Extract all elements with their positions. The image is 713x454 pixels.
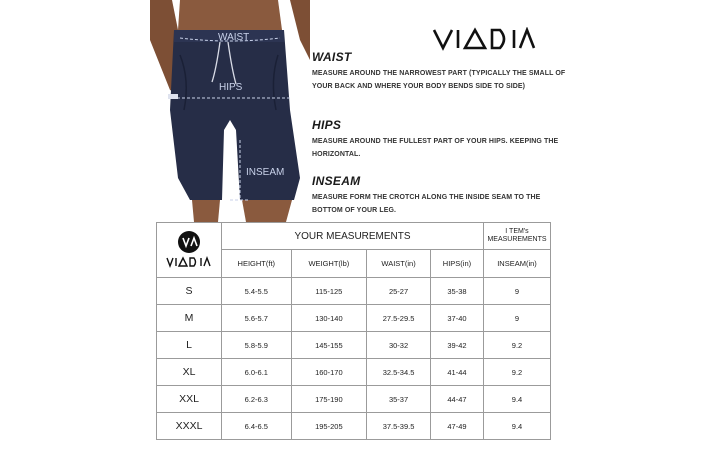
inseam-cell: 9.4 [484,386,551,413]
col-header-inseam: INSEAM(in) [484,250,551,278]
weight-cell: 175-190 [291,386,367,413]
size-cell: L [157,332,222,359]
hips-cell: 47-49 [430,413,483,440]
waist-text: MEASURE AROUND THE NARROWEST PART (TYPICALLY THE SMALL OF YOUR BACK AND WHERE YOUR BODY BENDS SIDE TO SIDE) [312,70,566,90]
hips-cell: 41-44 [430,359,483,386]
table-row [157,359,551,386]
height-cell: 5.4-5.5 [222,278,292,305]
waist-heading: WAIST [312,50,352,64]
table-row [157,278,551,305]
table-row [157,386,551,413]
waist-cell: 25-27 [367,278,431,305]
inseam-cell: 9.2 [484,359,551,386]
weight-cell: 195-205 [291,413,367,440]
inseam-heading: INSEAM [312,174,361,188]
size-cell: XXL [157,386,222,413]
size-cell: XXXL [157,413,222,440]
inseam-cell: 9 [484,278,551,305]
inseam-text: MEASURE FORM THE CROTCH ALONG THE INSIDE SEAM TO THE BOTTOM OF YOUR LEG. [312,194,541,214]
item-measurements-header: I TEM's MEASUREMENTS [484,223,551,250]
weight-cell: 160-170 [291,359,367,386]
waist-info [312,50,572,93]
inseam-cell: 9.4 [484,413,551,440]
size-cell: XL [157,359,222,386]
hips-info [312,118,572,161]
weight-cell: 145-155 [291,332,367,359]
viodia-wordmark-icon [432,27,536,51]
your-measurements-header: YOUR MEASUREMENTS [222,223,484,250]
col-header-waist: WAIST(in) [367,250,431,278]
weight-cell: 130-140 [291,305,367,332]
hips-heading: HIPS [312,118,342,132]
height-cell: 6.0-6.1 [222,359,292,386]
col-header-hips: HIPS(in) [430,250,483,278]
hips-cell: 37-40 [430,305,483,332]
hips-cell: 44-47 [430,386,483,413]
table-row [157,332,551,359]
height-cell: 5.8-5.9 [222,332,292,359]
table-logo-cell [157,223,222,278]
waist-cell: 30-32 [367,332,431,359]
size-cell: S [157,278,222,305]
hips-cell: 35-38 [430,278,483,305]
waist-photo-label: WAIST [218,32,250,43]
height-cell: 6.4-6.5 [222,413,292,440]
weight-cell: 115-125 [291,278,367,305]
table-row [157,413,551,440]
waist-cell: 32.5-34.5 [367,359,431,386]
height-cell: 6.2-6.3 [222,386,292,413]
col-header-weight: WEIGHT(lb) [291,250,367,278]
inseam-cell: 9 [484,305,551,332]
brand-logo [432,27,536,51]
height-cell: 5.6-5.7 [222,305,292,332]
waist-cell: 27.5-29.5 [367,305,431,332]
size-chart-table [156,222,551,440]
inseam-photo-label: INSEAM [246,167,285,178]
inseam-cell: 9.2 [484,332,551,359]
hips-text: MEASURE AROUND THE FULLEST PART OF YOUR HIPS. KEEPING THE HORIZONTAL. [312,138,559,158]
table-row [157,305,551,332]
viodia-logo-icon [161,229,217,269]
waist-cell: 37.5-39.5 [367,413,431,440]
waist-cell: 35-37 [367,386,431,413]
inseam-info [312,174,572,217]
hips-cell: 39-42 [430,332,483,359]
size-cell: M [157,305,222,332]
col-header-height: HEIGHT(ft) [222,250,292,278]
hips-photo-label: HIPS [219,82,243,93]
